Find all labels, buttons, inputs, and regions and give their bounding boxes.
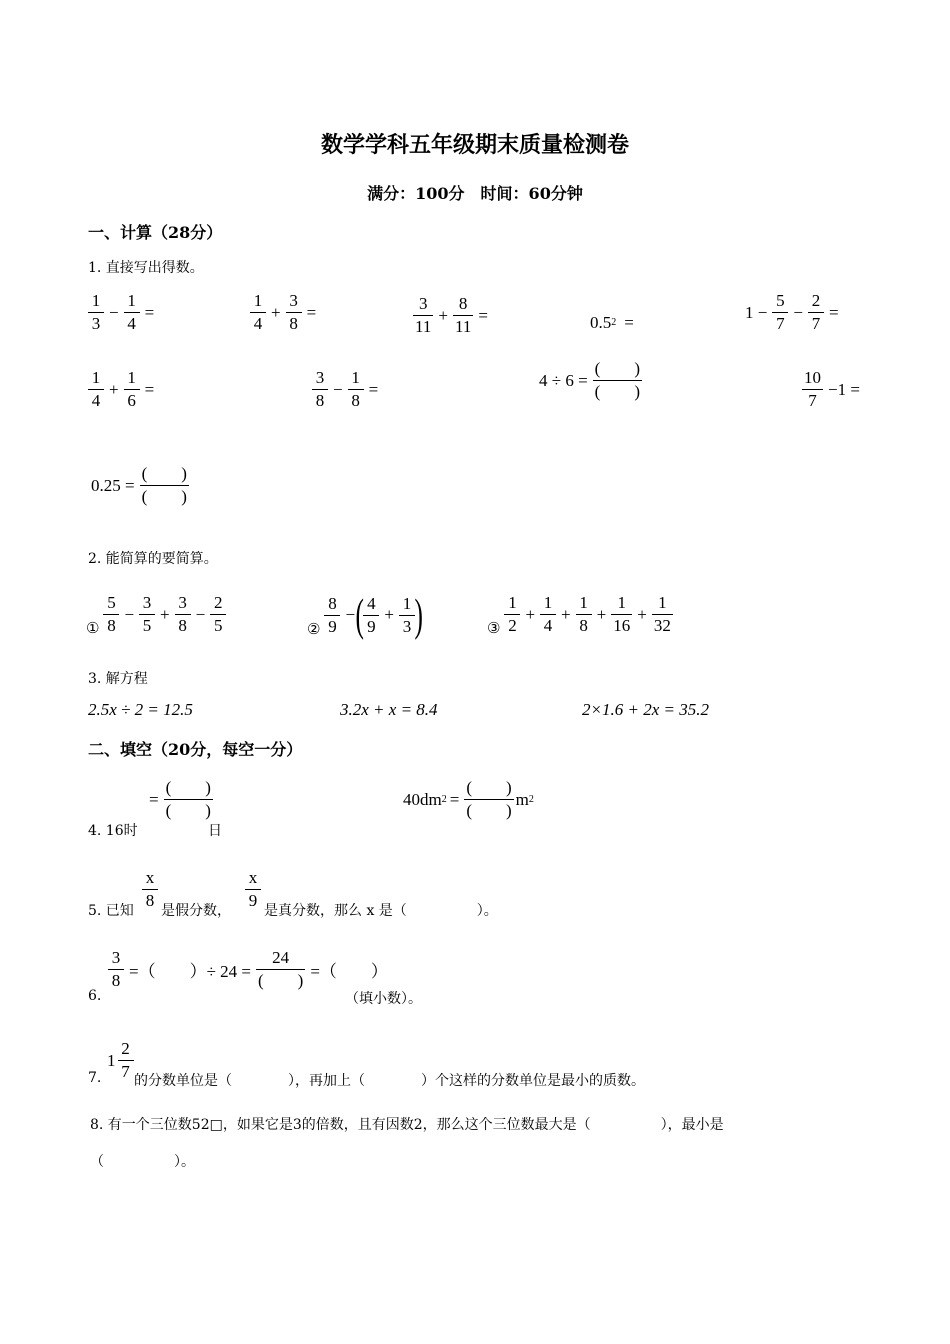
q7-text: 的分数单位是（ ），再加上（ ）个这样的分数单位是最小的质数。: [134, 1073, 645, 1089]
q3-equation-1: 2.5x ÷ 2 = 12.5: [88, 700, 193, 719]
q1-item-4: 0.5 2 =: [590, 313, 634, 332]
q4-prefix: 4. 16时: [88, 823, 138, 839]
q5-text-1: 是假分数，: [161, 903, 231, 919]
q8-line-2: （ ）。: [90, 1154, 195, 1170]
q1-item-6: $\frac{1}{4}$ + $\frac{1}{6}$ =: [86, 367, 157, 412]
q2-expr-2: ② $\frac{8}{9}$ − ( $\frac{4}{9}$ + $\frac{1}{3}$ ): [307, 589, 423, 640]
q2-label: 2. 能简算的要简算。: [88, 551, 218, 567]
q5-fraction-1: $\frac{x}{8}$: [140, 867, 160, 912]
q3-label: 3. 解方程: [88, 671, 148, 687]
page-title: 数学学科五年级期末质量检测卷: [320, 132, 629, 158]
q4-fraction-2: 40dm 2 = $\frac{( )}{( )}$ m 2: [403, 778, 534, 820]
q1-item-2: $\frac{1}{4}$ + $\frac{3}{8}$ =: [248, 290, 319, 335]
q3-equation-3: 2×1.6 + 2x = 35.2: [582, 700, 709, 719]
q1-label: 1. 直接写出得数。: [88, 260, 204, 276]
q4-fraction-1: = $\frac{( )}{( )}$: [149, 778, 211, 820]
q6-suffix: （填小数）。: [345, 991, 422, 1007]
q2-mark-1: ①: [86, 619, 100, 637]
page-subtitle: 满分：100分 时间：60分钟: [367, 184, 583, 203]
left-paren-icon: (: [355, 589, 364, 640]
section2-heading: 二、填空（20分，每空一分）: [88, 740, 303, 759]
q2-expr-3: ③ $\frac{1}{2}$ + $\frac{1}{4}$ + $\frac{1}{8}$ + $\frac{1}{16}$ + $\frac{1}{32}$: [487, 593, 671, 637]
q1-item-1: $\frac{1}{3}$ − $\frac{1}{4}$ =: [86, 290, 157, 335]
q4-unit-day: 日: [208, 823, 222, 839]
q5-text-2: 是真分数，那么 x 是（ ）。: [264, 903, 498, 919]
q5-prefix: 5. 已知: [88, 903, 134, 919]
q1-item-9: $\frac{10}{7}$ −1 =: [804, 368, 860, 410]
q1-item-10: 0.25 = $\frac{( )}{( )}$: [91, 464, 187, 506]
q8-line-1: 8. 有一个三位数52□，如果它是3的倍数，且有因数2，那么这个三位数最大是（ ），最小是: [90, 1117, 724, 1133]
q1-item-7: $\frac{3}{8}$ − $\frac{1}{8}$ =: [310, 367, 381, 412]
q7-mixed-number: 1 $\frac{2}{7}$: [107, 1038, 136, 1083]
section1-heading: 一、计算（28分）: [88, 223, 223, 242]
right-paren-icon: ): [414, 589, 423, 640]
q1-item-8: 4 ÷ 6 = $\frac{( )}{( )}$: [539, 359, 640, 401]
q1-item-5: 1 − $\frac{5}{7}$ − $\frac{2}{7}$ =: [745, 291, 839, 333]
q6-prefix: 6.: [88, 988, 102, 1004]
q1-item-3: $\frac{3}{11}$ + $\frac{8}{11}$ =: [415, 294, 488, 336]
q2-mark-2: ②: [307, 620, 321, 638]
q5-fraction-2: $\frac{x}{9}$: [243, 867, 263, 912]
q7-prefix: 7.: [88, 1070, 102, 1086]
q2-expr-1: ① $\frac{5}{8}$ − $\frac{3}{5}$ + $\frac{3}{8}$ − $\frac{2}{5}$: [86, 592, 228, 637]
q6-expression: $\frac{3}{8}$ =（ ）÷ 24 = $\frac{24}{( )}$ =（ ）: [106, 947, 391, 992]
q3-equation-2: 3.2x + x = 8.4: [340, 700, 438, 719]
q2-mark-3: ③: [487, 619, 501, 637]
